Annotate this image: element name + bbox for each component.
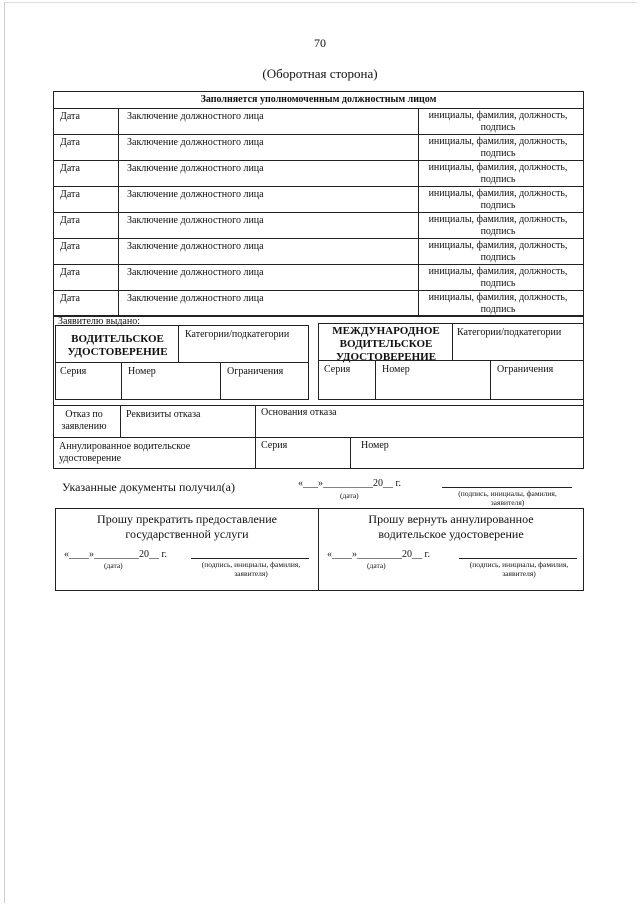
row-conclusion: Заключение должностного лица [127,137,264,148]
row-conclusion-cell [118,290,419,317]
intl-categories-cell [452,323,584,361]
intl-license-title: МЕЖДУНАРОДНОЕ ВОДИТЕЛЬСКОЕ УДОСТОВЕРЕНИЕ [332,325,440,363]
refusal-cell [53,405,121,438]
row-date: Дата [60,111,80,122]
row-sign: инициалы, фамилия, должность, подпись [428,240,568,263]
annulled-series-cell [255,437,351,469]
page-subtitle: (Оборотная сторона) [262,66,378,81]
license-series: Серия [60,366,87,377]
row-date: Дата [60,293,80,304]
received-date-line: «___»__________20__ г. [298,478,401,489]
row-sign-cell [418,108,584,135]
intl-categories: Категории/подкатегории [457,327,562,338]
intl-number-cell [375,360,491,400]
intl-restrictions: Ограничения [497,364,554,375]
request-date-caption: (дата) [367,561,386,570]
request-return-license [318,508,584,591]
license-number: Номер [128,366,156,377]
official-table-header [53,91,584,109]
license-series-cell [55,362,122,400]
row-date-cell [53,212,119,239]
row-sign: инициалы, фамилия, должность, подпись [428,136,568,159]
row-sign-cell [418,160,584,187]
row-conclusion-cell [118,134,419,161]
issued-label: Заявителю выдано: [58,316,140,327]
refusal-label: Отказ по заявлению [61,409,107,432]
row-sign-cell [418,212,584,239]
refusal-details: Реквизиты отказа [126,409,201,420]
request-stop-service [55,508,319,591]
refusal-grounds-cell [255,405,584,438]
annulled-number: Номер [361,440,389,451]
row-date: Дата [60,189,80,200]
row-conclusion: Заключение должностного лица [127,293,264,304]
request-title: Прошу вернуть аннулированное водительское удостоверение [368,512,534,541]
row-conclusion-cell [118,108,419,135]
request-date-line: «____»_________20__ г. [327,549,430,560]
received-sign-line [442,487,572,488]
row-conclusion-cell [118,186,419,213]
intl-series-cell [318,360,376,400]
row-conclusion-cell [118,212,419,239]
page-number: 70 [314,36,326,50]
row-date-cell [53,264,119,291]
annulled-label: Аннулированное водительское удостоверение [59,441,191,464]
license-categories-cell [178,325,309,363]
received-label: Указанные документы получил(а) [62,480,235,494]
row-date-cell [53,108,119,135]
request-sign-caption: (подпись, инициалы, фамилия, заявителя) [201,560,301,578]
official-table-header-text: Заполняется уполномоченным должностным лицом [200,94,437,105]
request-date-caption: (дата) [104,561,123,570]
row-sign: инициалы, фамилия, должность, подпись [428,162,568,185]
row-date: Дата [60,241,80,252]
row-sign: инициалы, фамилия, должность, подпись [428,266,568,289]
request-sign-line [459,558,577,559]
row-date-cell [53,186,119,213]
row-sign-cell [418,238,584,265]
row-conclusion: Заключение должностного лица [127,111,264,122]
request-sign-line [191,558,309,559]
intl-restrictions-cell [490,360,584,400]
license-title: ВОДИТЕЛЬСКОЕ УДОСТОВЕРЕНИЕ [67,333,168,358]
row-conclusion-cell [118,264,419,291]
row-date-cell [53,290,119,317]
row-sign-cell [418,264,584,291]
intl-series: Серия [324,364,351,375]
request-sign-caption: (подпись, инициалы, фамилия, заявителя) [469,560,569,578]
license-restrictions-cell [220,362,309,400]
row-date: Дата [60,267,80,278]
request-date-line: «____»_________20__ г. [64,549,167,560]
annulled-cell [53,437,256,469]
row-sign: инициалы, фамилия, должность, подпись [428,188,568,211]
row-date: Дата [60,163,80,174]
received-sign-caption: (подпись, инициалы, фамилия, заявителя) [458,489,557,507]
row-date-cell [53,134,119,161]
row-sign: инициалы, фамилия, должность, подпись [428,110,568,133]
row-conclusion: Заключение должностного лица [127,163,264,174]
row-conclusion: Заключение должностного лица [127,189,264,200]
row-date: Дата [60,137,80,148]
refusal-grounds: Основания отказа [261,407,337,418]
row-date-cell [53,238,119,265]
row-conclusion-cell [118,238,419,265]
row-sign: инициалы, фамилия, должность, подпись [428,292,568,315]
request-title: Прошу прекратить предоставление государственной услуги [97,512,277,541]
license-categories: Категории/подкатегории [185,329,290,340]
row-date-cell [53,160,119,187]
row-sign: инициалы, фамилия, должность, подпись [428,214,568,237]
row-date: Дата [60,215,80,226]
license-number-cell [121,362,221,400]
annulled-number-cell [350,437,584,469]
row-sign-cell [418,290,584,317]
row-conclusion: Заключение должностного лица [127,241,264,252]
received-date-caption: (дата) [340,491,359,500]
row-sign-cell [418,186,584,213]
intl-number: Номер [382,364,410,375]
row-conclusion-cell [118,160,419,187]
row-conclusion: Заключение должностного лица [127,267,264,278]
row-sign-cell [418,134,584,161]
row-conclusion: Заключение должностного лица [127,215,264,226]
refusal-details-cell [120,405,256,438]
annulled-series: Серия [261,440,288,451]
license-restrictions: Ограничения [227,366,284,377]
